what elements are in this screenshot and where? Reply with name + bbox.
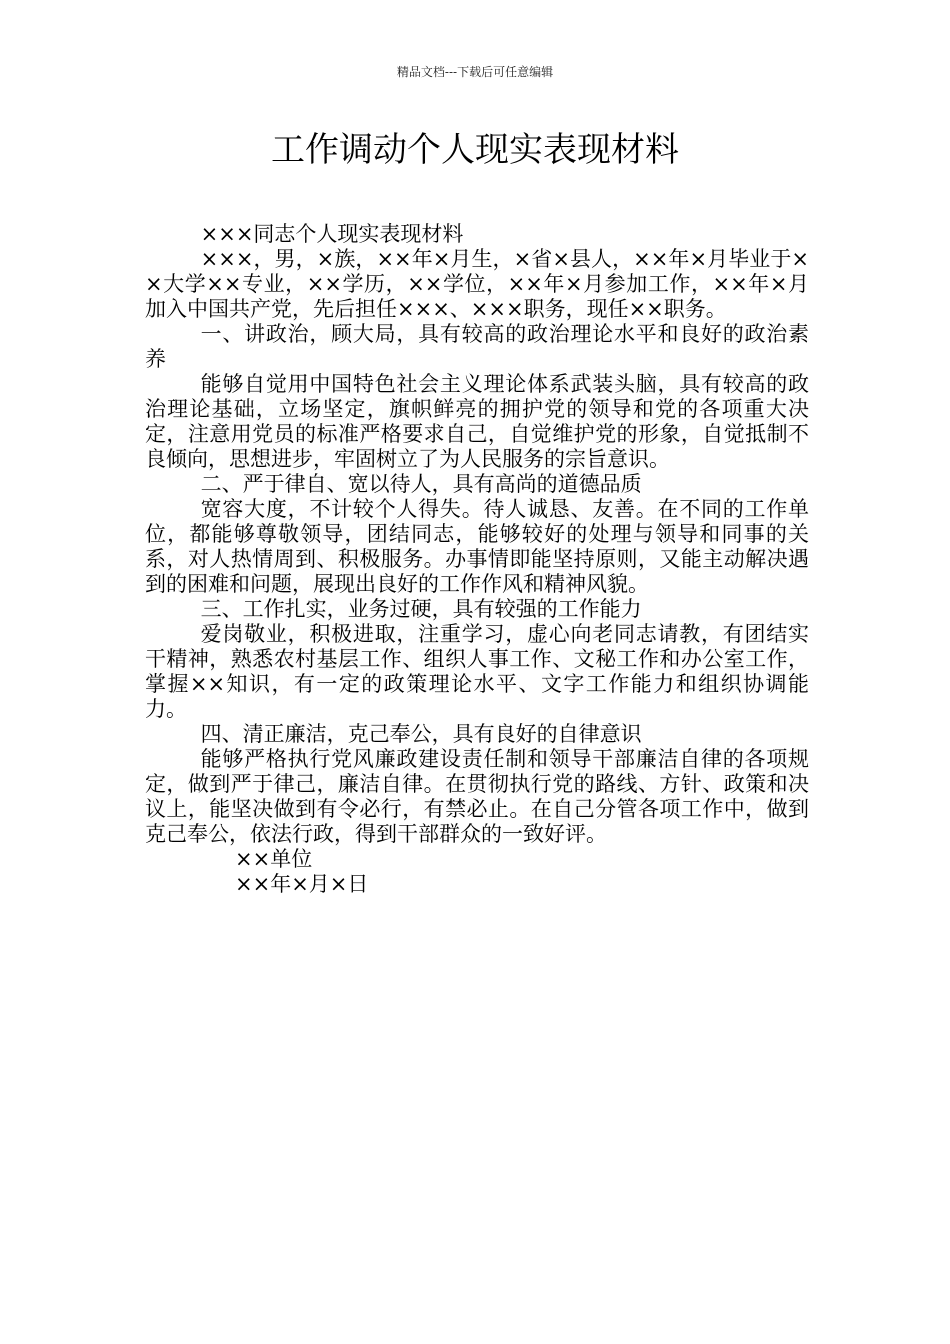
signature-date: ××年×月×日 xyxy=(235,872,369,896)
section-body-integrity: 能够严格执行党风廉政建设责任制和领导干部廉洁自律的各项规定，做到严于律己，廉洁自律。在贯彻执行党的路线、方针、政策和决议上，能坚决做到有令必行，有禁必止。在自己分管各项工作中，做到克己奉公，依法行政，得到干部群众的一致好评。 xyxy=(145,747,809,846)
personal-info-paragraph: ×××，男，×族，××年×月生，×省×县人，××年×月毕业于××大学××专业，××学历，××学位，××年×月参加工作，××年×月加入中国共产党，先后担任×××、×××职务，现任××职务。 xyxy=(145,247,809,321)
section-body-ability: 爱岗敬业，积极进取，注重学习，虚心向老同志请教，有团结实干精神，熟悉农村基层工作、组织人事工作、文秘工作和办公室工作，掌握××知识，有一定的政策理论水平、文字工作能力和组织协调能力。 xyxy=(145,622,809,721)
document-body xyxy=(145,222,809,897)
header-note: 精品文档---下载后可任意编辑 xyxy=(396,65,554,79)
section-body-morality: 宽容大度，不计较个人得失。待人诚恳、友善。在不同的工作单位，都能够尊敬领导，团结同志，能够较好的处理与领导和同事的关系，对人热情周到、积极服务。办事情即能坚持原则，又能主动解决遇到的困难和问题，展现出良好的工作作风和精神风貌。 xyxy=(145,497,809,596)
document-title: 工作调动个人现实表现材料 xyxy=(271,130,679,170)
section-heading-integrity: 四、清正廉洁，克己奉公，具有良好的自律意识 xyxy=(200,722,642,746)
section-heading-ability: 三、工作扎实，业务过硬，具有较强的工作能力 xyxy=(200,597,642,621)
section-heading-morality: 二、严于律自、宽以待人，具有高尚的道德品质 xyxy=(200,472,642,496)
section-body-politics: 能够自觉用中国特色社会主义理论体系武装头脑，具有较高的政治理论基础，立场坚定，旗帜鲜亮的拥护党的领导和党的各项重大决定，注意用党员的标准严格要求自己，自觉维护党的形象，自觉抵制不良倾向，思想进步，牢固树立了为人民服务的宗旨意识。 xyxy=(145,372,809,471)
section-heading-politics: 一、讲政治，顾大局，具有较高的政治理论水平和良好的政治素养 xyxy=(145,322,809,371)
signature-unit: ××单位 xyxy=(235,847,313,871)
material-subtitle: ×××同志个人现实表现材料 xyxy=(200,222,464,246)
